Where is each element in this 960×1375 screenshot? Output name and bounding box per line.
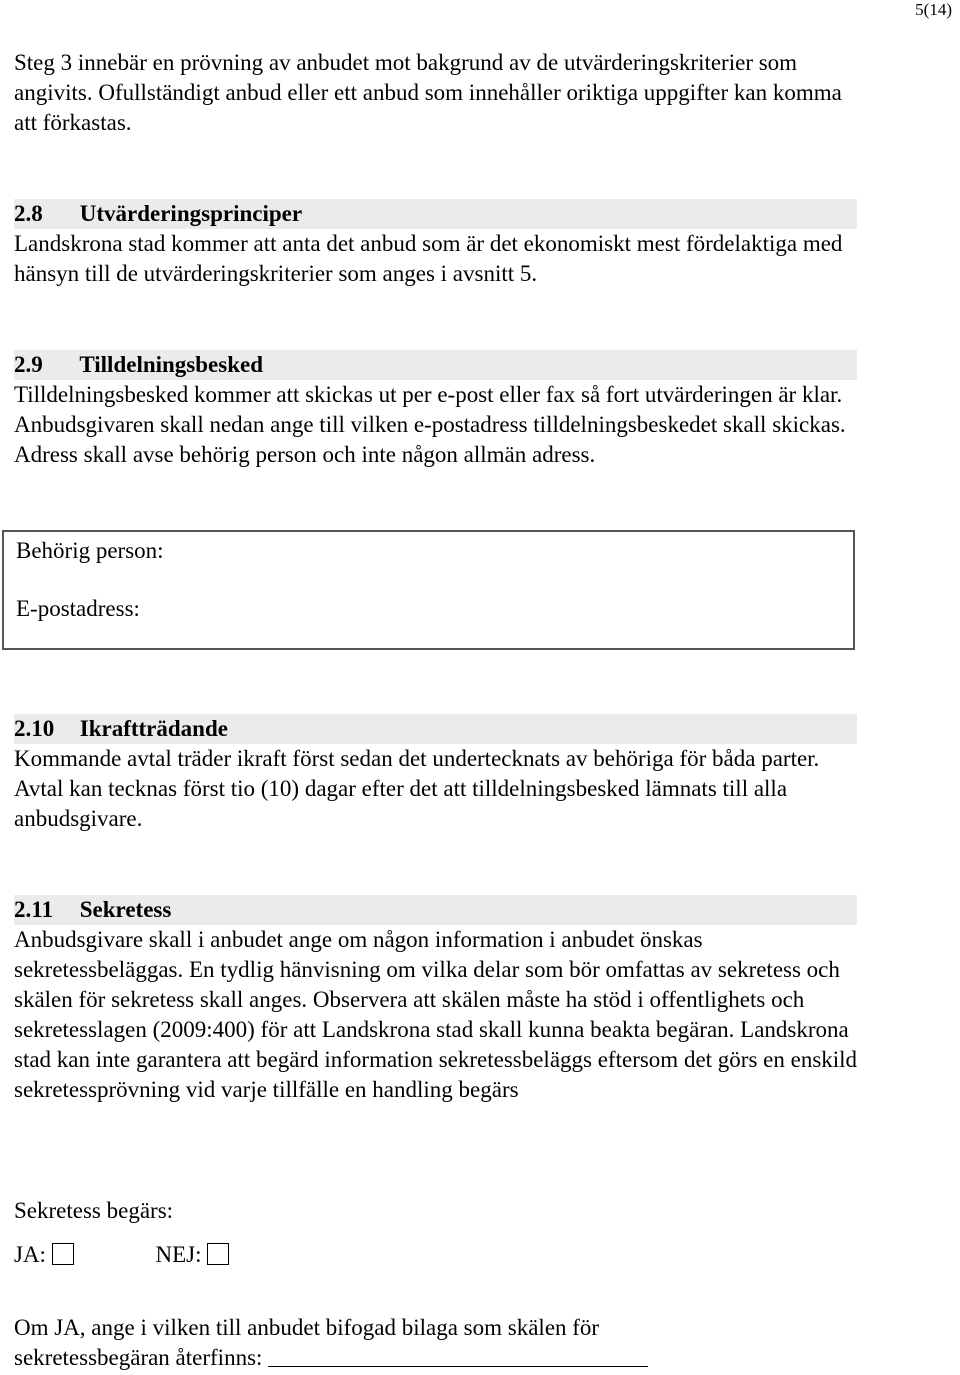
section-heading-2-11 <box>14 895 857 925</box>
section-number: 2.10 <box>14 716 55 741</box>
secrecy-request-label: Sekretess begärs: <box>14 1198 174 1223</box>
authorized-person-label: Behörig person: <box>16 538 164 563</box>
attachment-reference-label: sekretessbegäran återfinns: <box>14 1345 263 1370</box>
section-number: 2.8 <box>14 201 43 226</box>
section-body-2-10: Kommande avtal träder ikraft först sedan det undertecknats av behöriga för båda parter. Avtal kan tecknas först tio (10) dagar efter det att tilldelningsbesked lämnats till alla anbudsgivare. <box>14 746 820 831</box>
page-number: 5(14) <box>915 0 952 19</box>
no-label: NEJ: <box>155 1242 202 1267</box>
section-heading-2-9 <box>14 350 857 380</box>
secrecy-options <box>14 1240 864 1270</box>
section-number: 2.9 <box>14 352 43 377</box>
yes-checkbox[interactable] <box>52 1243 74 1265</box>
section-body-2-9: Tilldelningsbesked kommer att skickas ut per e-post eller fax så fort utvärderingen är klar. Anbudsgivaren skall nedan ange till vilken e-postadress tilldelningsbeskedet skall skickas. Adress skall avse behörig person och inte någon allmän adress. <box>14 382 846 467</box>
section-heading-2-8 <box>14 199 857 229</box>
email-address-label: E-postadress: <box>16 596 140 621</box>
attachment-instruction: Om JA, ange i vilken till anbudet bifogad bilaga som skälen för <box>14 1315 600 1340</box>
yes-label: JA: <box>14 1242 46 1267</box>
no-checkbox[interactable] <box>207 1243 229 1265</box>
attachment-reference-field[interactable] <box>268 1344 648 1367</box>
section-title: Sekretess <box>79 897 172 922</box>
section-heading-2-10 <box>14 714 857 744</box>
intro-paragraph: Steg 3 innebär en prövning av anbudet mot bakgrund av de utvärderingskriterier som angivits. Ofullständigt anbud eller ett anbud som innehåller oriktiga uppgifter kan komma att förkastas. <box>14 50 842 135</box>
section-title: Tilldelningsbesked <box>79 352 263 377</box>
section-body-2-8: Landskrona stad kommer att anta det anbud som är det ekonomiskt mest fördelaktiga med hänsyn till de utvärderingskriterier som anges i avsnitt 5. <box>14 231 843 286</box>
section-title: Utvärderingsprinciper <box>79 201 303 226</box>
contact-info-box[interactable] <box>2 530 855 650</box>
section-title: Ikraftträdande <box>79 716 228 741</box>
section-number: 2.11 <box>14 897 53 922</box>
attachment-reference-row <box>14 1343 864 1373</box>
section-body-2-11: Anbudsgivare skall i anbudet ange om någon information i anbudet önskas sekretessbeläggas. En tydlig hänvisning om vilka delar som bör omfattas av sekretess och skälen för sekretess skall anges. Observera att skälen måste ha stöd i offentlighets och sekretesslagen (2009:400) för att Landskrona stad skall kunna beakta begäran. Landskrona stad kan inte garantera att begärd information sekretessbeläggs eftersom det görs en enskild sekretessprövning vid varje tillfälle en handling begärs <box>14 927 858 1102</box>
